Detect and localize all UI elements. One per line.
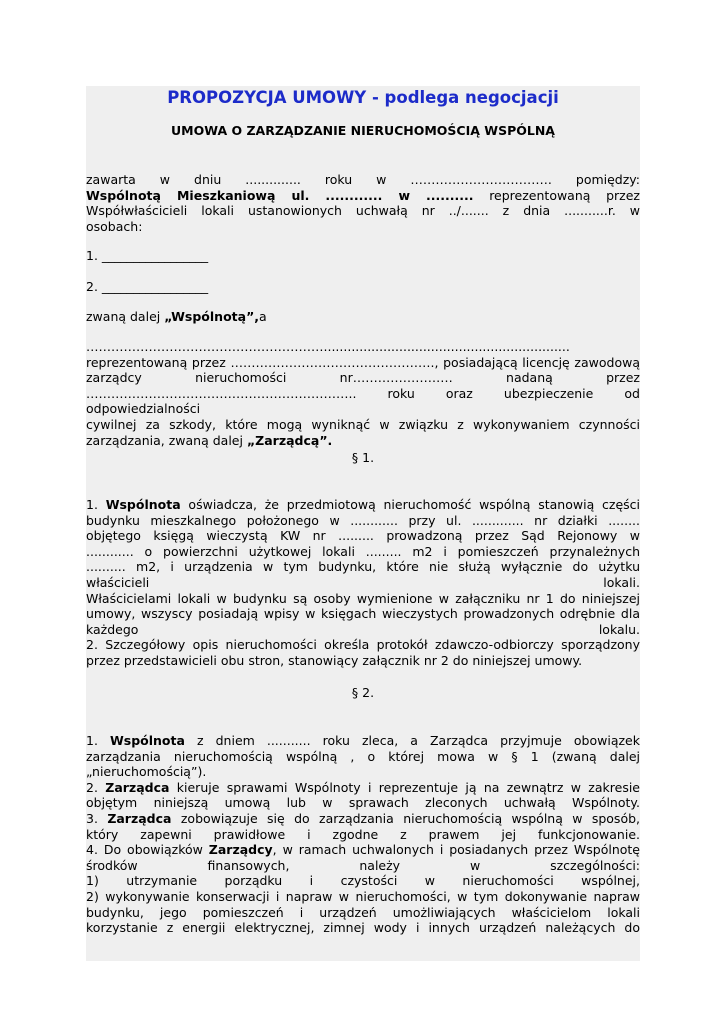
section-2-line: środków finansowych, należy w szczególności: [86,857,640,873]
section-1-line: każdego lokalu. [86,621,640,637]
wspolnota-label: „Wspólnotą”, [164,309,260,324]
section-1-line: .......... m2, i urządzenia w tym budynku, które nie służą wyłącznie do użytku [86,559,640,575]
section-1-line: właścicieli lokali. [86,574,640,590]
section-2-line: korzystanie z energii elektrycznej, zimnej wody i innych urządzeń należących do [86,920,640,936]
section-2-line: 2) wykonywanie konserwacji i napraw w nieruchomości, w tym dokonywanie napraw [86,888,640,904]
section-1-body [86,497,640,669]
section-1-line: objętego księgą wieczystą KW nr ......... prowadzoną przez Sąd Rejonowy w [86,528,640,544]
community-name: Wspólnotą Mieszkaniową ul. ............ w .......... [86,187,474,203]
contract-title: UMOWA O ZARZĄDZANIE NIERUCHOMOŚCIĄ WSPÓLNĄ [171,123,555,138]
intro-line: Wspólnotą Mieszkaniową ul. ............ w .......... reprezentowaną przez [86,187,640,203]
section-2-line: który zapewni prawidłowe i zgodne z prawem jej funkcjonowanie. [86,826,640,842]
section-2-line: zarządzania nieruchomością wspólną , o której mowa w § 1 (zwaną dalej [86,748,640,764]
section-2-line: budynku, jego pomieszczeń i urządzeń umożliwiających właścicielom lokali [86,904,640,920]
document-title: PROPOZYCJA UMOWY - podlega negocjacji [167,88,559,107]
section-2-body [86,733,640,936]
zarzadca-label: „Zarządcą”. [246,432,333,448]
section-heading-1: § 1. [351,450,375,465]
section-1-line: budynku mieszkalnego położonego w ............ przy ul. ............. nr działki ........ [86,512,640,528]
zwana-line: zwaną dalej „Wspólnotą”,a [86,309,267,324]
intro-line: zawarta w dniu .............. roku w ……………………………. pomiędzy: [86,172,640,187]
section-1-line: Właścicielami lokali w budynku są osoby wymienione w załączniku nr 1 do niniejszej [86,590,640,606]
section-2-line: objętym niniejszą umową lub w sprawach zleconych uchwałą Wspólnoty. [86,795,640,811]
manager-line: cywilnej za szkody, które mogą wyniknąć w związku z wykonywaniem czynności [86,416,640,432]
manager-paragraph [86,339,640,448]
section-2-line: 3. Zarządca zobowiązuje się do zarządzania nieruchomością wspólną w sposób, [86,810,641,826]
manager-line: ………………………………………………….............................................................. [86,339,570,354]
section-2-line: 1. Wspólnota z dniem ........... roku zleca, a Zarządca przyjmuje obowiązek [86,733,640,748]
section-1-line: ............ o powierzchni użytkowej lokali ......... m2 i pomieszczeń przynależnych [86,543,640,559]
section-1-line: umowy, wszyscy posiadają wpisy w księgach wieczystych prowadzonych odrębnie dla [86,606,640,622]
intro-line: Współwłaścicieli lokali ustanowionych uchwałą nr ../....... z dnia ...........r. w [86,203,640,219]
section-2-line: „nieruchomością”). [86,764,207,780]
section-heading-2: § 2. [351,685,375,700]
section-2-line: 1) utrzymanie porządku i czystości w nieruchomości wspólnej, [86,873,640,889]
manager-line: ……………………………………………………….. roku oraz ubezpieczenie od odpowiedzialności [86,385,640,417]
section-2-line: 2. Zarządca kieruje sprawami Wspólnoty i reprezentuje ją na zewnątrz w zakresie [86,779,640,795]
person-item-1: 1. _________________ [86,248,209,263]
section-1-line: 2. Szczegółowy opis nieruchomości określa protokół zdawczo-odbiorczy sporządzony [86,637,640,653]
person-item-2: 2. _________________ [86,279,209,294]
intro-paragraph [86,172,640,234]
section-1-line: przez przedstawicieli obu stron, stanowiący załącznik nr 2 do niniejszej umowy. [86,652,583,668]
intro-line: osobach: [86,218,143,234]
manager-line: zarządzania, zwaną dalej „Zarządcą”. [86,432,333,448]
section-2-line: 4. Do obowiązków Zarządcy, w ramach uchwalonych i posiadanych przez Wspólnotę [86,842,640,858]
manager-line: reprezentowaną przez …………………………………………., posiadającą licencję zawodową [86,354,640,370]
manager-line: zarządcy nieruchomości nr…………………… nadaną przez [86,370,640,386]
section-1-line: 1. Wspólnota oświadcza, że przedmiotową nieruchomość wspólną stanowią części [86,497,640,512]
